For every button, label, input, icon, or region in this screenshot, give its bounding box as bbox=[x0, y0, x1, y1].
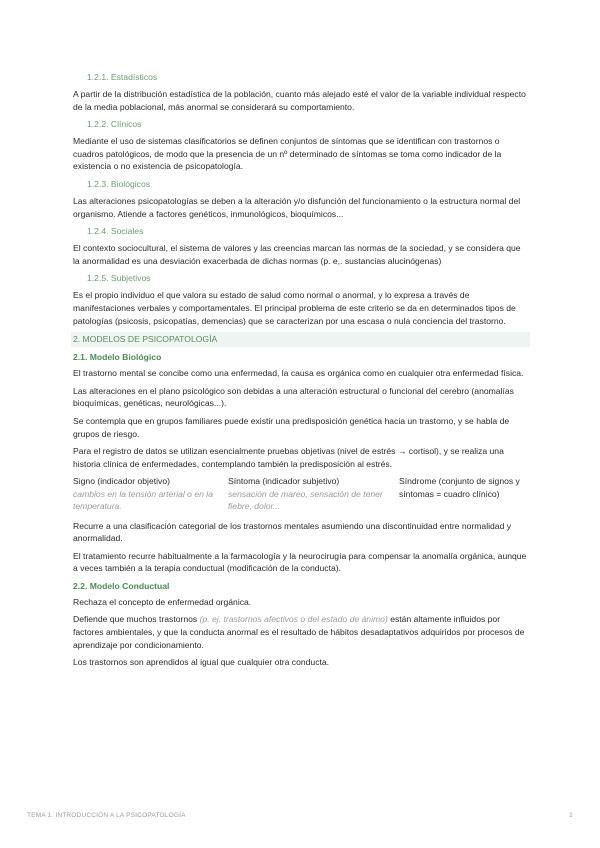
page-number: 2 bbox=[569, 812, 573, 819]
subsection-title-clinical: 1.2.2. Clínicos bbox=[87, 119, 142, 130]
column-symptom-header: Síntoma (indicador subjetivo) bbox=[228, 476, 340, 487]
subsection-title-subjective: 1.2.5. Subjetivos bbox=[87, 273, 151, 284]
footer-title: TEMA 1. INTRODUCCIÓN A LA PSICOPATOLOGÍA bbox=[27, 812, 186, 819]
heading-behavioral-model: 2.2. Modelo Conductual bbox=[73, 580, 170, 591]
sign-symptom-syndrome-table bbox=[73, 475, 528, 512]
page-content bbox=[73, 71, 528, 674]
column-syndrome bbox=[399, 475, 528, 512]
column-sign bbox=[73, 475, 228, 512]
column-symptom bbox=[228, 475, 399, 512]
column-sign-example: cambios en la tensión arterial o en la temperatura. bbox=[73, 488, 213, 512]
paragraph-beh-1: Rechaza el concepto de enfermedad orgánica. bbox=[73, 596, 252, 607]
page-footer bbox=[27, 812, 573, 819]
paragraph-bio-5: Recurre a una clasificación categorial de los trastornos mentales asumiendo una discontinuidad entre normalidad y anormalidad. bbox=[73, 520, 512, 544]
paragraph-social: El contexto sociocultural, el sistema de valores y las creencias marcan las normas de la sociedad, y se considera que la anormalidad es una desviación exacerbada de dichas normas (p. e,. sustancias alucinógenas) bbox=[73, 243, 521, 266]
paragraph-beh-2 bbox=[73, 613, 528, 651]
paragraph-beh-2-start: Defiende que muchos trastornos bbox=[73, 614, 200, 625]
paragraph-bio-1: El trastorno mental se concibe como una enfermedad, la causa es orgánica como en cualquier otra enfermedad física. bbox=[73, 368, 524, 379]
section-heading-models: 2. MODELOS DE PSICOPATOLOGÍA bbox=[71, 332, 530, 347]
paragraph-clinical: Mediante el uso de sistemas clasificatorios se definen conjuntos de síntomas que se identifican con trastornos o cuadros patológicos, de modo que la presencia de un nº determinado de síntomas se toma como indicador de la existencia o no existencia de psicopatología. bbox=[73, 136, 502, 172]
paragraph-biological: Las alteraciones psicopatologías se deben a la alteración y/o disfunción del funcionamiento o la estructura normal del organismo. Atiende a factores genéticos, inmunológicos, bioquímicos... bbox=[73, 195, 521, 219]
subsection-title-statistical: 1.2.1. Estadísticos bbox=[87, 72, 158, 82]
paragraph-statistical: A partir de la distribución estadística de la población, cuanto más alejado esté el valor de la variable individual respecto de la media poblacional, más anormal se considerará su comportamiento. bbox=[73, 89, 526, 112]
paragraph-bio-6: El tratamiento recurre habitualmente a la farmacología y la neurocirugía para compensar la anomalía orgánica, aunque a veces también a la terapia conductual (modificación de la conducta). bbox=[73, 550, 527, 574]
paragraph-subjective: Es el propio individuo el que valora su estado de salud como normal o anormal, y lo expresa a través de manifestaciones verbales y comportamentales. El principal problema de este criterio se da en determinados tipos de patologías (psicosis, psicopatías, demencias) que se caracterizan por una escasa o nula conciencia del trastorno. bbox=[73, 290, 516, 326]
subsection-title-social: 1.2.4. Sociales bbox=[87, 226, 144, 237]
heading-biological-model: 2.1. Modelo Biológico bbox=[73, 352, 162, 363]
paragraph-bio-2: Las alteraciones en el plano psicológico son debidas a una alteración estructural o funcional del cerebro (anomalías bioquímicas, genéticas, neurológicas...). bbox=[73, 385, 514, 409]
paragraph-bio-3: Se contempla que en grupos familiares puede existir una predisposición genética hacia un trastorno, y se habla de grupos de riesgo. bbox=[73, 415, 510, 439]
paragraph-bio-4: Para el registro de datos se utilizan esencialmente pruebas objetivas (nivel de estrés → cortisol), y se realiza una historia clínica de enfermedades, contemplando también la predisposición al estrés. bbox=[73, 446, 504, 469]
paragraph-beh-3: Los trastornos son aprendidos al igual que cualquier otra conducta. bbox=[73, 657, 330, 668]
column-sign-header: Signo (indicador objetivo) bbox=[73, 476, 170, 487]
column-syndrome-header: Síndrome (conjunto de signos y síntomas = cuadro clínico) bbox=[399, 476, 520, 499]
paragraph-beh-2-example: (p. ej. trastornos afectivos o del estado de ánimo) bbox=[199, 614, 388, 625]
paragraph-beh-2-end: están altamente influidos por factores ambientales, y que la conducta anormal es el resultado de hábitos desadaptativos adquiridos por procesos de aprendizaje por condicionamiento. bbox=[73, 614, 525, 650]
subsection-title-biological: 1.2.3. Biológicos bbox=[87, 178, 151, 189]
column-symptom-example: sensación de mareo, sensación de tener fiebre, dolor... bbox=[228, 488, 383, 512]
